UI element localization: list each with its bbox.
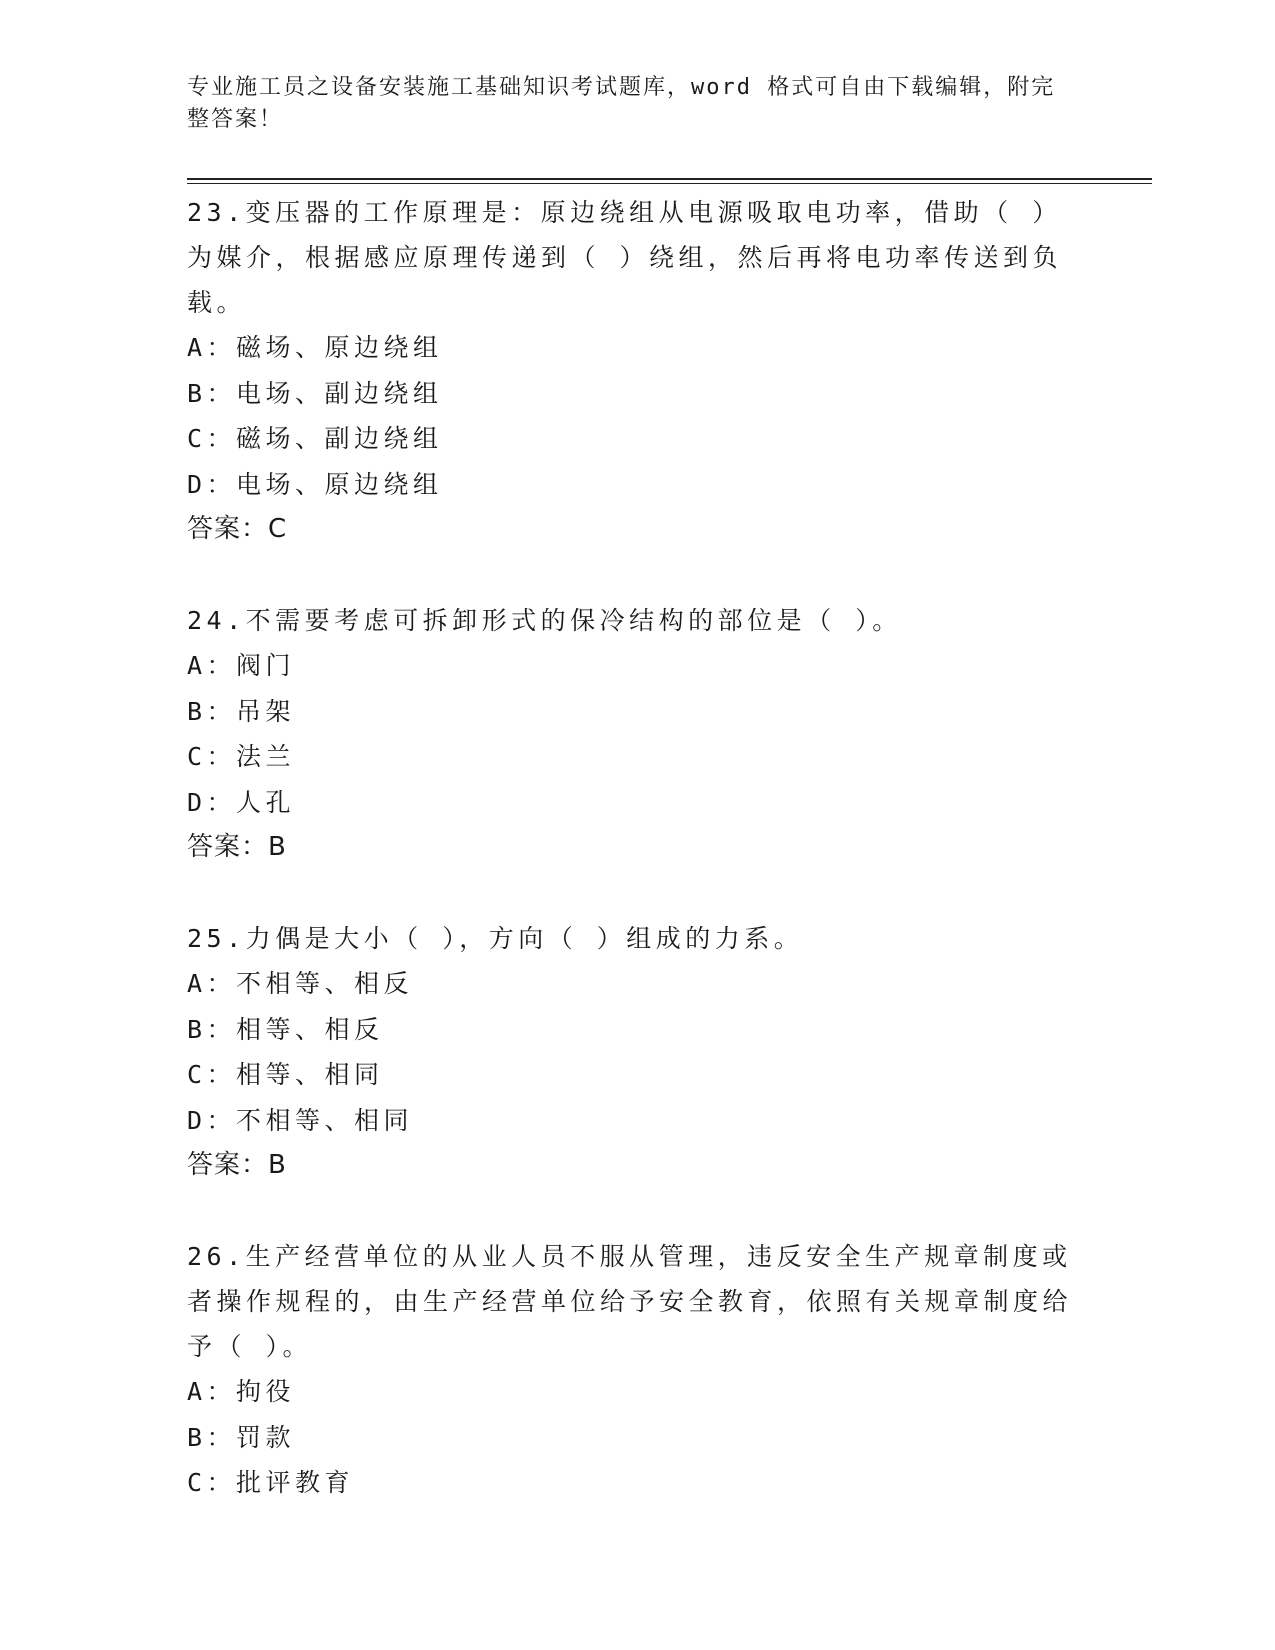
- option-d: D：不相等、相同: [187, 1105, 414, 1135]
- option-b: B：电场、副边绕组: [187, 378, 443, 408]
- option-c: C：相等、相同: [187, 1060, 384, 1089]
- option-b: B：罚款: [187, 1422, 296, 1452]
- option-a: A：阀门: [187, 651, 296, 680]
- question-list: [187, 190, 1087, 1552]
- question-26: [187, 1234, 1087, 1506]
- option-c: C：批评教育: [187, 1468, 355, 1497]
- option-b: B：相等、相反: [187, 1014, 384, 1044]
- question-stem: 24.不需要考虑可拆卸形式的保冷结构的部位是（ ）。: [187, 606, 902, 635]
- question-23: [187, 190, 1087, 552]
- option-d: D：人孔: [187, 787, 296, 817]
- option-a: A：磁场、原边绕组: [187, 333, 443, 362]
- question-stem: 25.力偶是大小（ ），方向（ ）组成的力系。: [187, 924, 804, 953]
- document-header: 专业施工员之设备安装施工基础知识考试题库，word 格式可自由下载编辑，附完整答案！: [187, 75, 1056, 132]
- option-b: B：吊架: [187, 696, 296, 726]
- option-c: C：磁场、副边绕组: [187, 424, 443, 453]
- header-divider-thin: [187, 183, 1152, 184]
- option-c: C：法兰: [187, 742, 296, 771]
- answer-line: 答案：C: [187, 514, 288, 544]
- question-stem: 26.生产经营单位的从业人员不服从管理，违反安全生产规章制度或者操作规程的，由生产经营单位给予安全教育，依照有关规章制度给予（ ）。: [187, 1242, 1073, 1361]
- option-a: A：不相等、相反: [187, 969, 414, 998]
- option-d: D：电场、原边绕组: [187, 469, 443, 499]
- question-stem: 23.变压器的工作原理是：原边绕组从电源吸取电功率，借助（ ）为媒介，根据感应原理传递到（ ）绕组，然后再将电功率传送到负载。: [187, 198, 1063, 317]
- answer-line: 答案：B: [187, 832, 287, 862]
- question-24: [187, 598, 1087, 870]
- answer-line: 答案：B: [187, 1150, 287, 1180]
- question-25: [187, 916, 1087, 1188]
- option-a: A：拘役: [187, 1377, 296, 1406]
- header-divider-thick: [187, 178, 1152, 180]
